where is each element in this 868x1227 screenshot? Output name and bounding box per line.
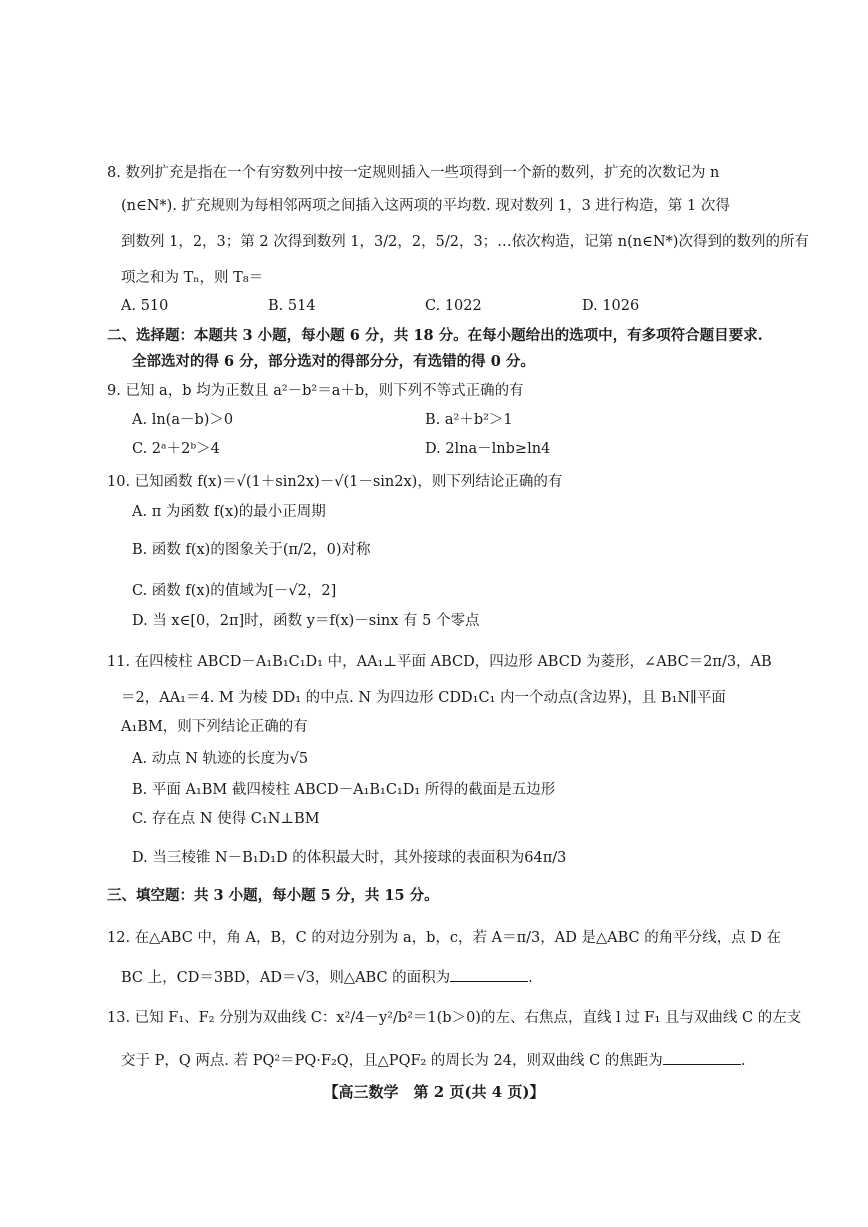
q12-line-2-end: .: [528, 970, 533, 986]
q10-option-b: B. 函数 f(x)的图象关于(π/2，0)对称: [132, 542, 371, 558]
q11-line-3: A₁BM，则下列结论正确的有: [121, 719, 308, 735]
q11-option-d: D. 当三棱锥 N－B₁D₁D 的体积最大时，其外接球的表面积为64π/3: [132, 850, 567, 866]
q13-line-2-text: 交于 P，Q 两点. 若 PQ²＝PQ·F₂Q，且△PQF₂ 的周长为 24，则双曲线 C 的焦距为: [121, 1053, 663, 1069]
q11-line-1: 11. 在四棱柱 ABCD－A₁B₁C₁D₁ 中，AA₁⊥平面 ABCD，四边形 ABCD 为菱形，∠ABC＝2π/3，AB: [107, 654, 772, 670]
q9-option-d: D. 2lna－lnb≥ln4: [425, 441, 551, 457]
q12-answer-blank[interactable]: [450, 967, 528, 982]
q8-option-a: A. 510: [121, 298, 169, 314]
q10-option-d: D. 当 x∈[0，2π]时，函数 y＝f(x)－sinx 有 5 个零点: [132, 613, 480, 629]
q13-answer-blank[interactable]: [663, 1050, 741, 1065]
q13-line-1: 13. 已知 F₁、F₂ 分别为双曲线 C：x²/4－y²/b²＝1(b＞0)的左、右焦点，直线 l 过 F₁ 且与双曲线 C 的左支: [107, 1010, 802, 1026]
section-2-heading-line-1: 二、选择题：本题共 3 小题，每小题 6 分，共 18 分。在每小题给出的选项中，有多项符合题目要求.: [107, 327, 763, 344]
q11-line-2: ＝2，AA₁＝4. M 为棱 DD₁ 的中点. N 为四边形 CDD₁C₁ 内一个动点(含边界)，且 B₁N∥平面: [121, 690, 726, 706]
q8-line-1: 8. 数列扩充是指在一个有穷数列中按一定规则插入一些项得到一个新的数列，扩充的次数记为 n: [107, 165, 720, 181]
q9-option-a: A. ln(a－b)＞0: [132, 412, 234, 428]
q13-line-2-end: .: [740, 1053, 746, 1069]
q8-option-b: B. 514: [268, 298, 316, 314]
section-2-heading-line-2: 全部选对的得 6 分，部分选对的得部分分，有选错的得 0 分。: [132, 353, 535, 370]
q11-option-c: C. 存在点 N 使得 C₁N⊥BM: [132, 811, 320, 827]
q8-option-c: C. 1022: [425, 298, 482, 314]
q9-option-c: C. 2ᵃ＋2ᵇ＞4: [132, 441, 220, 457]
q9-stem: 9. 已知 a，b 均为正数且 a²－b²＝a＋b，则下列不等式正确的有: [107, 383, 524, 399]
q13-line-2: [121, 1050, 745, 1071]
q8-line-4: 项之和为 Tₙ，则 T₈＝: [121, 270, 264, 286]
q11-option-b: B. 平面 A₁BM 截四棱柱 ABCD－A₁B₁C₁D₁ 所得的截面是五边形: [132, 782, 556, 798]
q10-stem: 10. 已知函数 f(x)＝√(1＋sin2x)－√(1－sin2x)，则下列结论正确的有: [107, 474, 563, 490]
q10-option-a: A. π 为函数 f(x)的最小正周期: [132, 504, 326, 520]
page-footer: 【高三数学 第 2 页(共 4 页)】: [323, 1083, 545, 1101]
q10-option-c: C. 函数 f(x)的值域为[－√2，2]: [132, 583, 337, 599]
q8-line-3: 到数列 1，2，3；第 2 次得到数列 1，3/2，2，5/2，3；…依次构造，记第 n(n∈N*)次得到的数列的所有: [121, 234, 809, 250]
q12-line-1: 12. 在△ABC 中，角 A，B，C 的对边分别为 a，b，c，若 A＝π/3，AD 是△ABC 的角平分线，点 D 在: [107, 930, 782, 946]
q12-line-2-text: BC 上，CD＝3BD，AD＝√3，则△ABC 的面积为: [121, 970, 451, 986]
section-3-heading: 三、填空题：共 3 小题，每小题 5 分，共 15 分。: [107, 887, 439, 904]
q8-option-d: D. 1026: [582, 298, 640, 314]
q12-line-2: [121, 967, 533, 988]
q8-line-2: (n∈N*). 扩充规则为每相邻两项之间插入这两项的平均数. 现对数列 1，3 进行构造，第 1 次得: [121, 198, 730, 214]
q11-option-a: A. 动点 N 轨迹的长度为√5: [132, 751, 309, 767]
q9-option-b: B. a²＋b²＞1: [425, 412, 513, 428]
